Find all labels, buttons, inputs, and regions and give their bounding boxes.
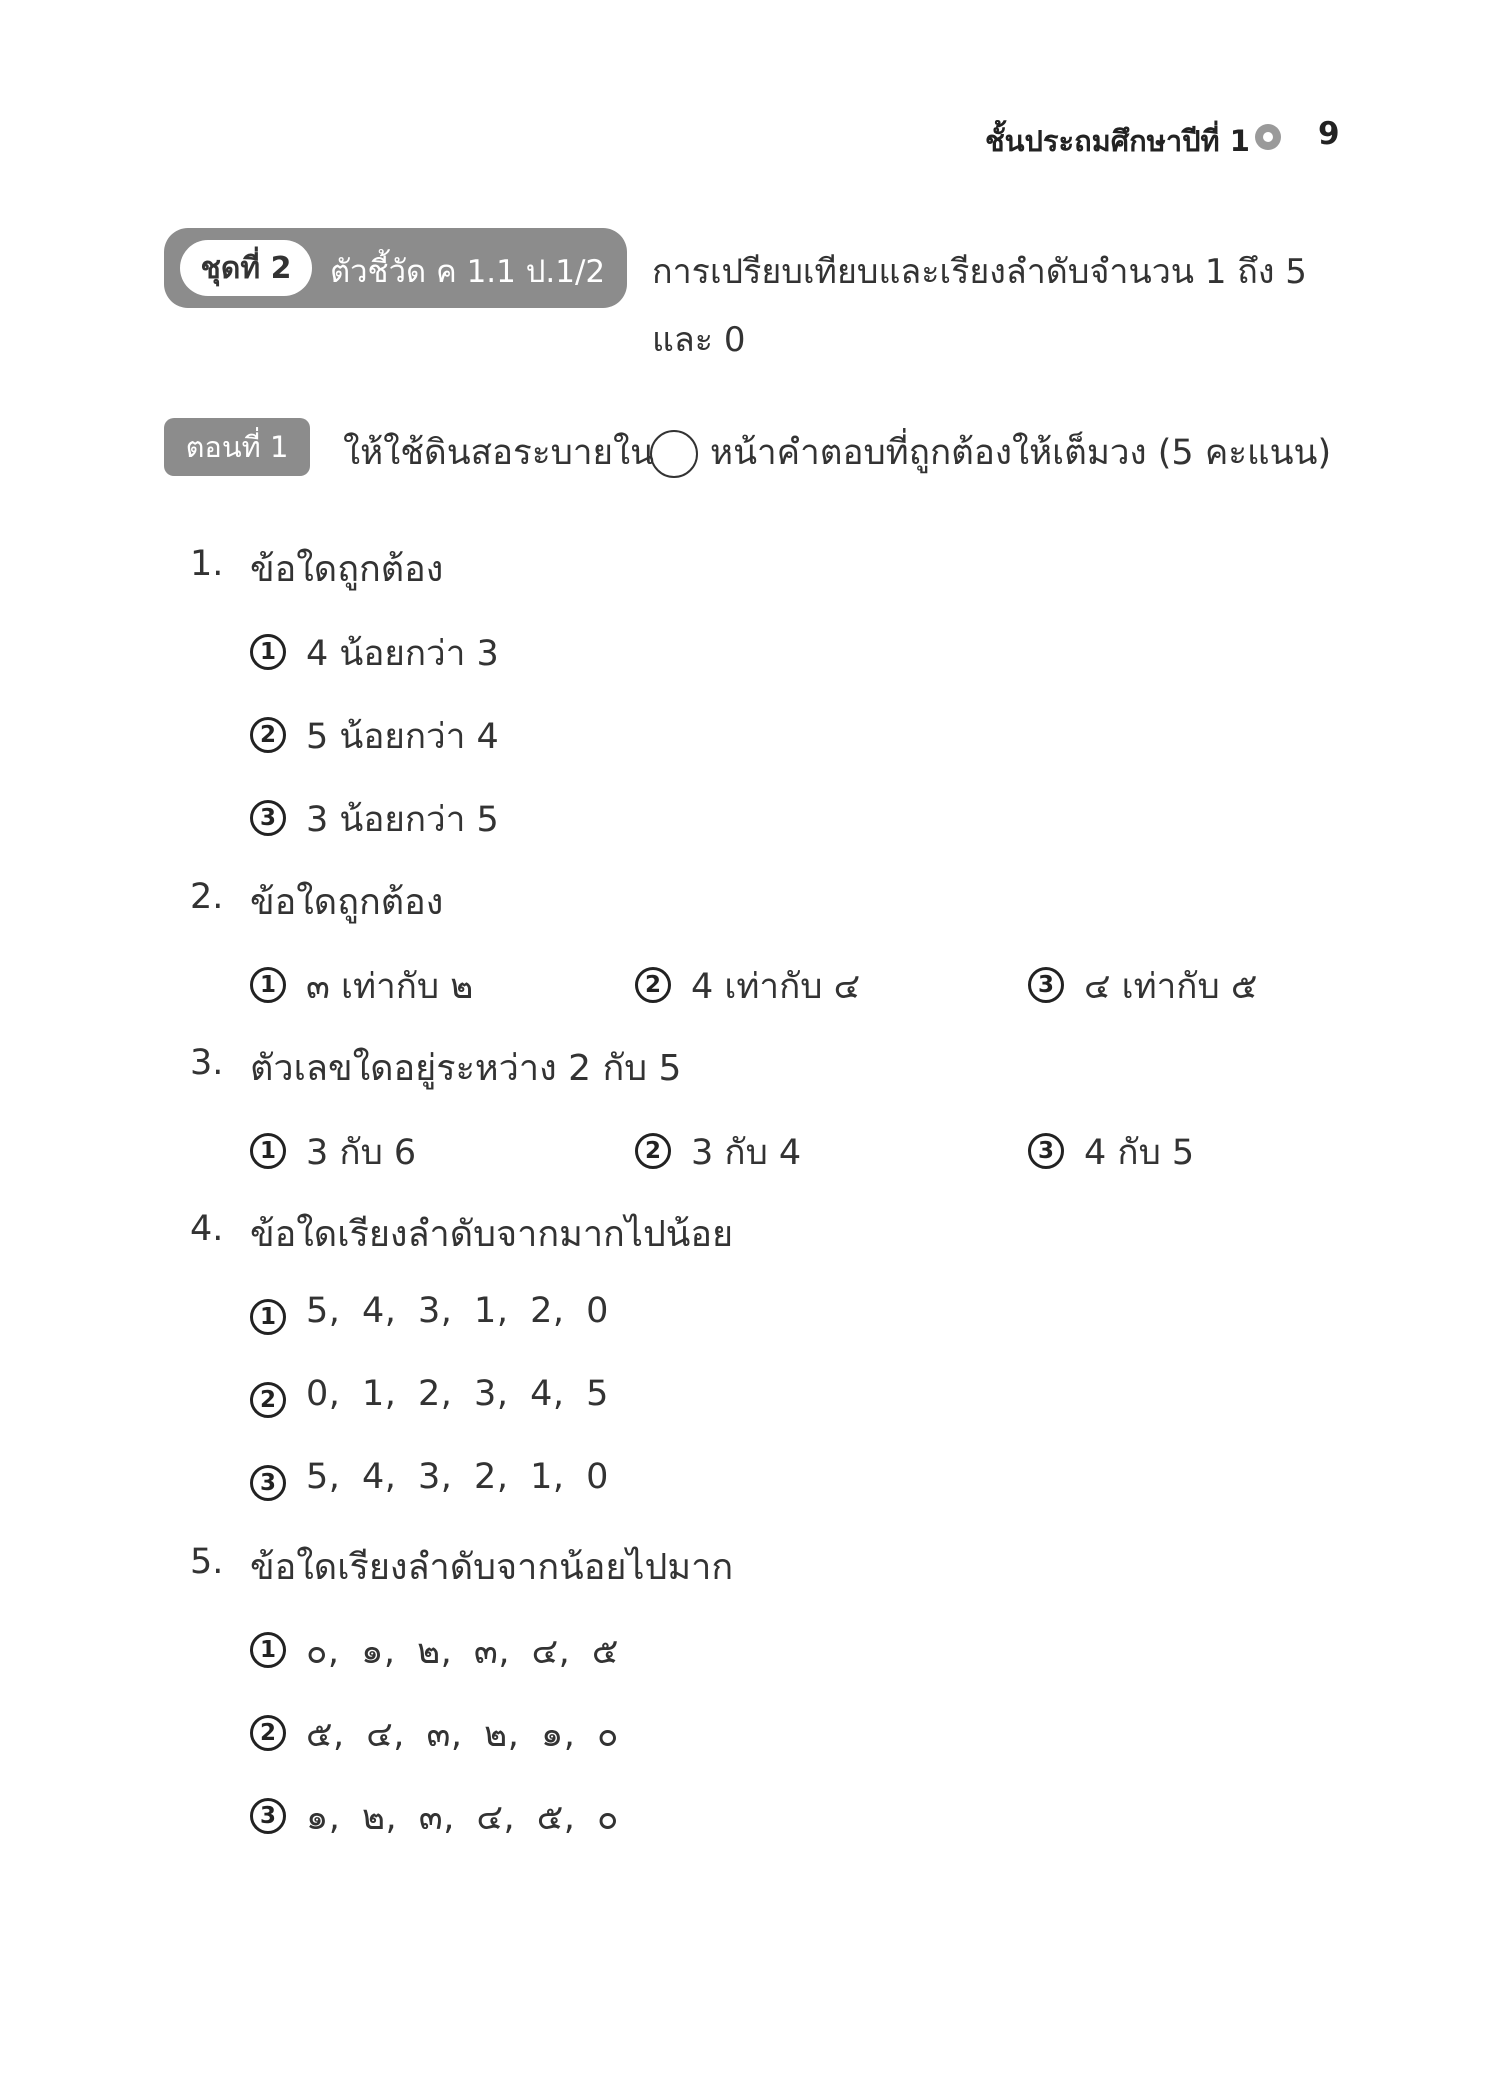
question-text: ข้อใดถูกต้อง	[250, 549, 444, 590]
choice-radio[interactable]: 3	[250, 800, 286, 836]
question-number: 5.	[190, 1542, 224, 1582]
grade-heading: ชั้นประถมศึกษาปีที่ 1	[985, 124, 1250, 158]
set-label: ชุดที่ 2	[180, 240, 312, 296]
question-text: ข้อใดถูกต้อง	[250, 882, 444, 923]
instruction-text-continued: หน้าคำตอบที่ถูกต้องให้เต็มวง (5 คะแนน)	[710, 433, 1332, 473]
choice-text: ๕, ๔, ๓, ๒, ๑, ๐	[306, 1715, 619, 1755]
choice-text: 5, 4, 3, 2, 1, 0	[306, 1457, 609, 1497]
choice-radio[interactable]: 2	[250, 1382, 286, 1418]
choice-text: 4 น้อยกว่า 3	[306, 634, 499, 674]
choice-radio[interactable]: 1	[250, 1632, 286, 1668]
indicator-label: ตัวชี้วัด ค 1.1 ป.1/2	[330, 254, 606, 290]
choice-text: 5, 4, 3, 1, 2, 0	[306, 1291, 609, 1331]
page-number: 9	[1318, 116, 1340, 152]
bullet-circle-icon	[1255, 124, 1281, 150]
choice-radio[interactable]: 1	[250, 634, 286, 670]
question-number: 3.	[190, 1043, 224, 1083]
question-number: 2.	[190, 877, 224, 917]
choice-radio[interactable]: 3	[250, 1798, 286, 1834]
question-text: ข้อใดเรียงลำดับจากมากไปน้อย	[250, 1214, 734, 1255]
question-text: ตัวเลขใดอยู่ระหว่าง 2 กับ 5	[250, 1048, 682, 1089]
choice-text: 4 กับ 5	[1084, 1133, 1195, 1173]
choice-text: ๔ เท่ากับ ๕	[1084, 967, 1258, 1007]
question-text: ข้อใดเรียงลำดับจากน้อยไปมาก	[250, 1547, 734, 1588]
choice-text: 3 กับ 6	[306, 1133, 417, 1173]
question-number: 1.	[190, 544, 224, 584]
choice-text: 3 กับ 4	[691, 1133, 802, 1173]
choice-radio[interactable]: 2	[635, 967, 671, 1003]
set-title: การเปรียบเทียบและเรียงลำดับจำนวน 1 ถึง 5	[652, 252, 1307, 292]
answer-circle-icon	[650, 430, 698, 478]
choice-text: 4 เท่ากับ ๔	[691, 967, 861, 1007]
choice-radio[interactable]: 2	[250, 1715, 286, 1751]
choice-text: ๐, ๑, ๒, ๓, ๔, ๕	[306, 1632, 619, 1672]
choice-text: 3 น้อยกว่า 5	[306, 800, 499, 840]
choice-radio[interactable]: 1	[250, 1299, 286, 1335]
choice-radio[interactable]: 2	[635, 1133, 671, 1169]
choice-text: ๓ เท่ากับ ๒	[306, 967, 474, 1007]
choice-radio[interactable]: 3	[250, 1465, 286, 1501]
choice-text: 5 น้อยกว่า 4	[306, 717, 499, 757]
choice-text: ๑, ๒, ๓, ๔, ๕, ๐	[306, 1798, 619, 1838]
set-title-continued: และ 0	[652, 320, 746, 360]
choice-radio[interactable]: 3	[1028, 1133, 1064, 1169]
choice-radio[interactable]: 3	[1028, 967, 1064, 1003]
question-number: 4.	[190, 1209, 224, 1249]
choice-radio[interactable]: 2	[250, 717, 286, 753]
choice-radio[interactable]: 1	[250, 967, 286, 1003]
part-label: ตอนที่ 1	[164, 418, 310, 476]
instruction-text: ให้ใช้ดินสอระบายใน	[343, 433, 655, 473]
choice-radio[interactable]: 1	[250, 1133, 286, 1169]
choice-text: 0, 1, 2, 3, 4, 5	[306, 1374, 609, 1414]
